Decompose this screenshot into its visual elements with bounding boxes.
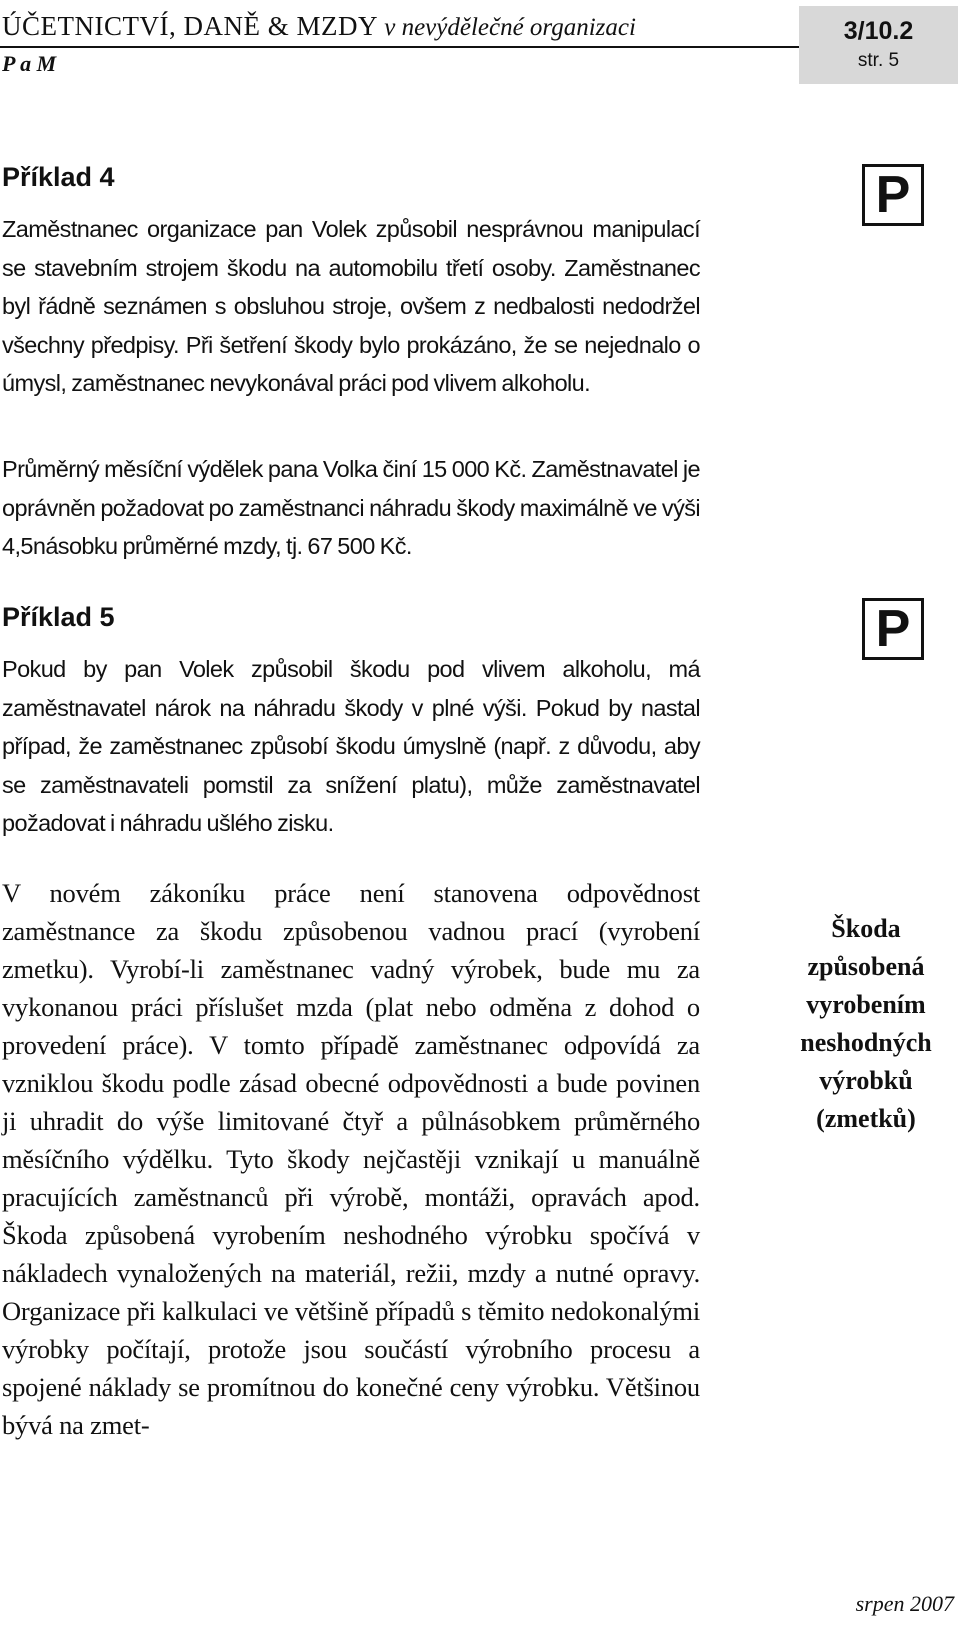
header-rule	[0, 46, 800, 48]
publication-title	[2, 8, 782, 46]
example4-badge: P	[862, 164, 924, 226]
example4-paragraph-1: Zaměstnanec organizace pan Volek způsobil nesprávnou manipulací se stavebním strojem škodu na automobilu třetí osoby. Zaměstnanec byl řádně seznámen s obsluhou stroje, ovšem z nedbalosti nedodržel všechny předpisy. Při šetření škody bylo prokázáno, že se nejednalo o úmysl, zaměstnanec nevykonával práci pod vlivem alkoholu.	[2, 216, 700, 396]
publication-title-main: ÚČETNICTVÍ, DANĚ & MZDY	[2, 11, 377, 41]
example5-paragraph-1: Pokud by pan Volek způsobil škodu pod vlivem alkoholu, má zaměstnavatel nárok na náhradu škody v plné výši. Pokud by nastal případ, že zaměstnanec způsobí škodu úmyslně (např. z důvodu, aby se zaměstnavateli pomstil za snížení platu), může zaměstnavatel požadovat i náhradu ušlého zisku.	[2, 656, 700, 836]
margin-note: Škoda způsobená vyrobením neshodných výrobků (zmetků)	[800, 914, 932, 1133]
page-number: str. 5	[857, 50, 900, 71]
publication-subtitle: v nevýdělečné organizaci	[384, 14, 636, 41]
main-paragraph: V novém zákoníku práce není stanovena odpovědnost zaměstnance za škodu způsobenou vadnou prací (vyrobení zmetku). Vyrobí-li zaměstnanec vadný výrobek, bude mu za vykonanou práci příslušet mzda (plat nebo odměna z dohod o provedení práce). V tomto případě zaměstnanec odpovídá za vzniklou škodu podle zásad obecné odpovědnosti a bude povinen ji uhradit do výše limitované čtyř a půlnásobkem průměrného měsíčního výdělku. Tyto škody nejčastěji vznikají u manuálně pracujících zaměstnanců při výrobě, montáži, opravách apod. Škoda způsobená vyrobením neshodného výrobku spočívá v nákladech vynaložených na materiál, režii, mzdy a nutné opravy. Organizace při kalkulaci ve většině případů s těmito nedokonalými výrobky počítají, protože jsou součástí výrobního procesu a spojené náklady se promítnou do konečné ceny výrobku. Většinou bývá na zmet-	[2, 878, 700, 1440]
example4-paragraph-2: Průměrný měsíční výdělek pana Volka činí 15 000 Kč. Zaměstnavatel je oprávněn požadovat po zaměstnanci náhradu škody maximálně ve výši 4,5násobku průměrné mzdy, tj. 67 500 Kč.	[2, 456, 700, 559]
example5-badge: P	[862, 598, 924, 660]
section-box	[799, 6, 958, 84]
example5-heading: Příklad 5	[2, 602, 115, 632]
footer-date: srpen 2007	[855, 1591, 954, 1616]
section-mark: P a M	[2, 51, 57, 76]
example4-heading: Příklad 4	[2, 162, 115, 192]
section-number: 3/10.2	[843, 17, 914, 45]
